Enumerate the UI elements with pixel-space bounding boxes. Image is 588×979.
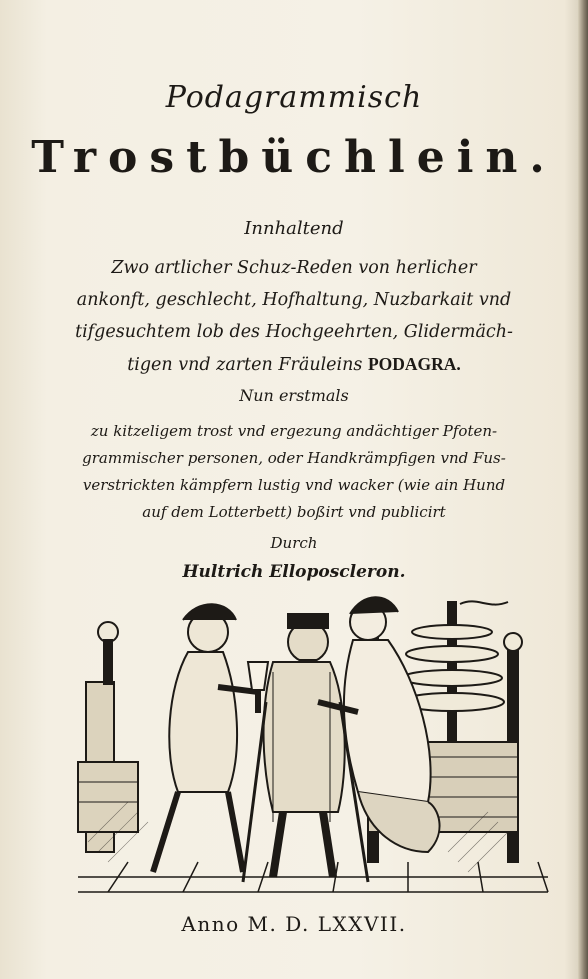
- title-line-1: Podagrammisch: [165, 80, 423, 115]
- sub-line-2: grammischer personen, oder Handkrämpfigen vnd Fus-: [82, 449, 506, 467]
- woodcut-illustration: [68, 592, 558, 904]
- durch-label: Durch: [270, 534, 318, 552]
- floor-planks: [78, 862, 548, 892]
- sub-line-4: auf dem Lotterbett) boßirt vnd publicirt: [142, 503, 446, 521]
- imprint-date: Anno M. D. LXXVII.: [181, 912, 407, 936]
- sub-line-1: zu kitzeligem trost vnd ergezung andächtiger Pfoten-: [90, 422, 498, 440]
- body-line-4-text: tigen vnd zarten Fräuleins: [127, 355, 363, 375]
- author-name: Hultrich Elloposcleron.: [182, 562, 406, 582]
- body-line-2: ankonft, geschlecht, Hofhaltung, Nuzbarkait vnd: [76, 290, 512, 310]
- body-line-3: tifgesuchtem lob des Hochgeehrten, Glidermäch-: [75, 322, 513, 342]
- page-spine-edge: [578, 0, 588, 979]
- podagra-word: PODAGRA.: [367, 354, 461, 374]
- body-line-4: [0, 348, 588, 381]
- nun-erstmals: Nun erstmals: [239, 386, 349, 405]
- left-bench: [78, 622, 138, 852]
- body-line-1: Zwo artlicher Schuz-Reden von herlicher: [111, 258, 477, 278]
- innhaltend-heading: Innhaltend: [244, 218, 344, 239]
- sub-line-3: verstrickten kämpfern lustig vnd wacker (wie ain Hund: [82, 476, 506, 494]
- title-line-2: Trostbüchlein.: [31, 132, 557, 183]
